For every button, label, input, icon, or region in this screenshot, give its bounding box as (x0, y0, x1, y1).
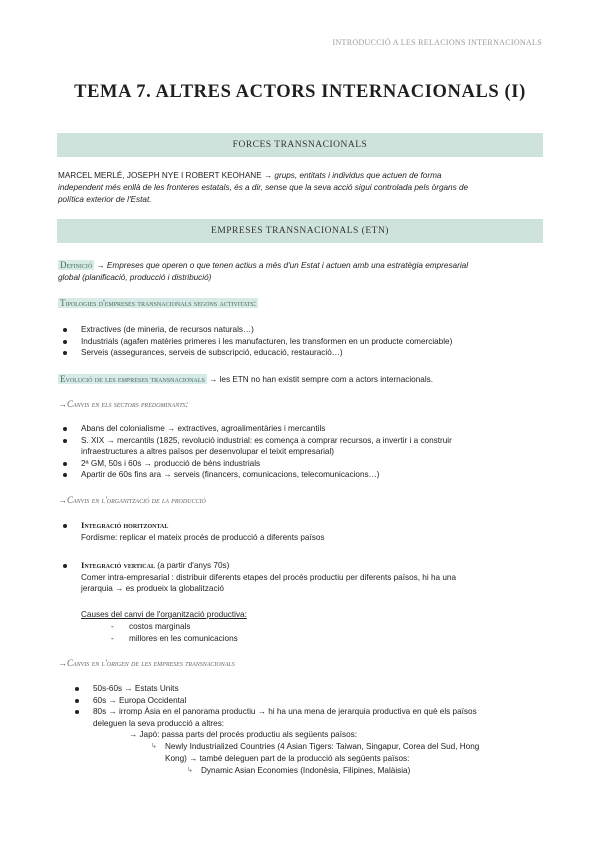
list-item (81, 520, 541, 543)
tipologies-label: Tipologies d'empreses transnacionals segons activitats: (60, 298, 257, 308)
list-item: - millores en les comunicacions (111, 634, 238, 643)
evolucio-line (58, 373, 548, 386)
integ-v-label: Integració vertical (81, 560, 155, 570)
integracio-vertical (81, 560, 541, 595)
forces-def-line2: independent més enllà de les fronteres estatals, és a dir, sense que la seva acció sigui controlada pels òrgans de (58, 183, 469, 192)
dae-item: ↳ Dynamic Asian Economies (Indonèsia, Filipines, Malàisia) (187, 766, 411, 775)
integ-h-label: Integració horitzontal (81, 520, 169, 530)
definition-line1: → Empreses que operen o que tenen actius a més d'un Estat i actuen amb una estratègia empresarial (94, 261, 469, 270)
evolucio-text: → les ETN no han existit sempre com a actors internacionals. (206, 375, 434, 384)
sectors-list (81, 423, 541, 481)
list-item: 80s → irromp Àsia en el panorama productiu → hi ha una mena de jerarquia productiva en què els països deleguen la seva producció a altres: (93, 706, 543, 729)
integ-v-text1: Comer intra-empresarial : distribuir diferents etapes del procés productiu per diferents països, hi ha una (81, 572, 456, 582)
list-item: Apartir de 60s fins ara → serveis (financers, comunicacions, telecomunicacions…) (81, 469, 541, 481)
integ-v-text2: jerarquia → es produeix la globalització (81, 584, 224, 593)
causes-heading: Causes del canvi de l'organització productiva: (81, 610, 247, 619)
list-item: Serveis (assegurances, serveis de subscripció, educació, restauració…) (81, 347, 541, 359)
list-item: 50s-60s → Estats Units (93, 683, 543, 695)
list-item: 2ª GM, 50s i 60s → producció de béns industrials (81, 458, 541, 470)
running-header: INTRODUCCIÓ A LES RELACIONS INTERNACIONALS (332, 38, 542, 47)
list-item (81, 560, 541, 595)
section-heading-forces: FORCES TRANSNACIONALS (57, 133, 543, 157)
evolucio-label: Evolució de les empreses transnacionals (60, 374, 205, 384)
tipologies-list (81, 324, 541, 359)
canvis-origen-heading: →Canvis en l'origen de les empreses transnacionals (58, 658, 235, 668)
list-item: Extractives (de mineria, de recursos naturals…) (81, 324, 541, 336)
canvis-origen-label: Canvis en l'origen de les empreses transnacionals (67, 658, 235, 668)
definition-line2: global (planificació, producció i distribució) (58, 273, 212, 282)
tipologies-heading (58, 297, 258, 310)
list-item: - costos marginals (111, 622, 191, 631)
list-item: Industrials (agafen matèries primeres i les manufacturen, les transformen en un producte comerciable) (81, 336, 541, 348)
canvis-sectors-heading: →Canvis en els sectors predominants: (58, 399, 189, 409)
nics-item: ↳ Newly Industrialized Countries (4 Asian Tigers: Taiwan, Singapur, Corea del Sud, Hong Kong) → també deleguen part de la producció als següents països: (151, 742, 480, 763)
integ-v-suffix: (a partir d'anys 70s) (154, 561, 230, 570)
forces-def-line3: política exterior de l'Estat. (58, 195, 152, 204)
list-item: Abans del colonialisme → extractives, agroalimentàries i mercantils (81, 423, 541, 435)
canvis-organitzacio-heading: →Canvis en l'organització de la producció (58, 495, 206, 505)
canvis-sectors-label: Canvis en els sectors predominants: (67, 399, 189, 409)
section-heading-etn: EMPRESES TRANSNACIONALS (ETN) (57, 219, 543, 243)
etn-definition (58, 259, 548, 284)
forces-definition (58, 170, 548, 206)
japo-line: → Japó: passa parts del procés productiu als següents països: (129, 730, 358, 739)
forces-authors: MARCEL MERLÉ, JOSEPH NYE I ROBERT KEOHANE → (58, 171, 273, 180)
integracio-horitzontal (81, 520, 541, 543)
list-item: 60s → Europa Occidental (93, 695, 543, 707)
canvis-organitzacio-label: Canvis en l'organització de la producció (67, 495, 206, 505)
page-title: TEMA 7. ALTRES ACTORS INTERNACIONALS (I) (74, 82, 526, 102)
list-item: S. XIX → mercantils (1825, revolució industrial: es comença a comprar recursos, a invertir i a construir infraestructures a altres països per desenvolupar el teixit empresarial) (81, 435, 541, 458)
forces-def-line1: grups, entitats i individus que actuen de forma (272, 171, 442, 180)
integ-h-text: Fordisme: replicar el mateix procés de producció a diferents països (81, 532, 325, 542)
definition-label: Definició (60, 260, 93, 270)
origen-list (93, 683, 543, 729)
